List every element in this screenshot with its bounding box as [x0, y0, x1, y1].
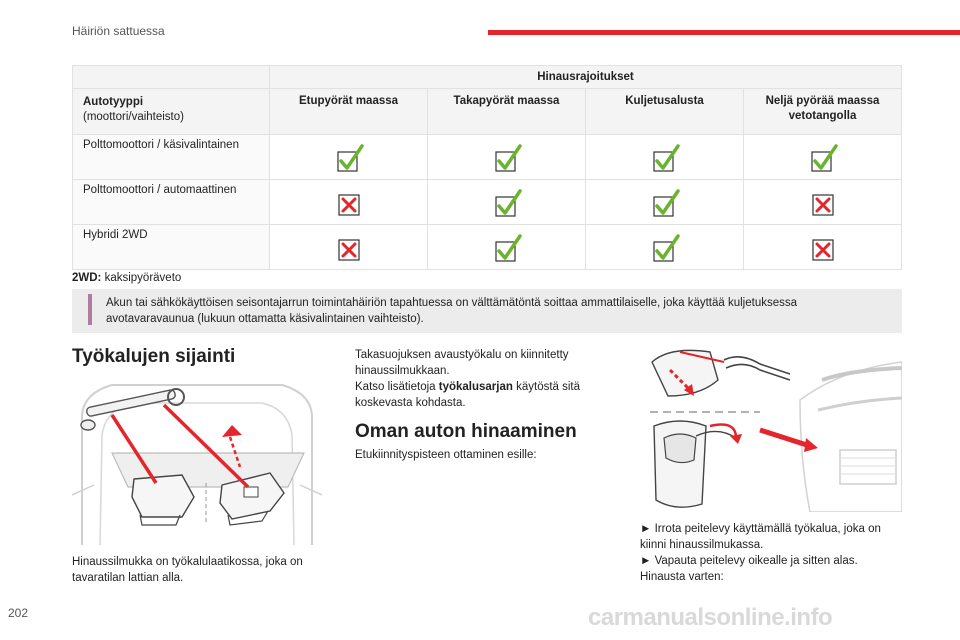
cell-mark	[270, 180, 428, 225]
table-row	[73, 225, 902, 270]
cell-mark	[744, 225, 902, 270]
steps-block	[640, 521, 902, 585]
cell-mark	[428, 135, 586, 180]
info-note-box	[72, 289, 902, 333]
table-group-header: Hinausrajoitukset	[270, 66, 902, 89]
own-car-section-title: Oman auton hinaaminen	[355, 421, 577, 442]
row-header-title: Autotyyppi	[83, 96, 144, 108]
cell-mark	[428, 180, 586, 225]
trunk-tools-illustration	[72, 375, 322, 550]
cell-mark	[586, 180, 744, 225]
cell-mark	[428, 225, 586, 270]
middle-line-2-post: käytöstä sitä koskevasta kohdasta.	[355, 381, 581, 409]
row-label: Polttomoottori / automaattinen	[73, 180, 270, 225]
section-title: Häiriön sattuessa	[72, 24, 165, 38]
footnote-2wd	[72, 272, 181, 284]
cell-mark	[586, 225, 744, 270]
tool-kit-term: työkalusarjan	[438, 381, 513, 393]
cell-mark	[270, 135, 428, 180]
table-row	[73, 135, 902, 180]
row-header-subtitle: (moottori/vaihteisto)	[83, 111, 184, 123]
cell-mark	[270, 225, 428, 270]
cell-mark	[744, 135, 902, 180]
middle-line-2-pre: Katso lisätietoja	[355, 381, 439, 393]
footnote-term: 2WD:	[72, 272, 102, 284]
row-label: Hybridi 2WD	[73, 225, 270, 270]
tools-caption: Hinaussilmukka on työkalulaatikossa, joka on tavaratilan lattian alla.	[72, 556, 303, 584]
info-note-text: Akun tai sähkökäyttöisen seisontajarrun toimintahäiriön tapahtuessa on välttämätöntä soittaa ammattilaiselle, joka käyttää kuljetuksessa avotavaravaunua (lukuun ottamatta käsivalintainen vaihteisto).	[106, 297, 798, 325]
cross-icon	[332, 209, 366, 221]
column-header: Takapyörät maassa	[428, 89, 586, 135]
table-corner	[73, 66, 270, 89]
own-car-intro: Etukiinnityspisteen ottaminen esille:	[355, 449, 537, 461]
info-icon-bar	[88, 297, 92, 325]
cell-mark	[586, 135, 744, 180]
check-icon	[490, 164, 524, 176]
cover-release-icon	[654, 421, 736, 507]
header-accent-bar	[488, 30, 960, 35]
front-towing-cover-illustration	[640, 340, 902, 512]
footnote-text: kaksipyöräveto	[101, 272, 182, 284]
page-number: 202	[8, 606, 29, 620]
check-icon	[648, 254, 682, 266]
tools-section-title: Työkalujen sijainti	[72, 346, 236, 367]
table-row	[73, 180, 902, 225]
column-header: Neljä pyörää maassa vetotangolla	[744, 89, 902, 135]
cell-mark	[744, 180, 902, 225]
watermark: carmanualsonline.info	[588, 604, 833, 631]
step-2: ► Vapauta peitelevy oikealle ja sitten alas.	[640, 555, 858, 567]
cross-icon	[332, 254, 366, 266]
check-icon	[648, 209, 682, 221]
check-icon	[490, 209, 524, 221]
step-1: ► Irrota peitelevy käyttämällä työkalua, joka on kiinni hinaussilmukassa.	[640, 523, 881, 551]
tool-box-icon	[132, 475, 194, 525]
check-icon	[648, 164, 682, 176]
middle-line-1: Takasuojuksen avaustyökalu on kiinnitetty hinaussilmukkaan.	[355, 349, 569, 377]
removal-tool-icon	[724, 357, 790, 380]
check-icon	[490, 254, 524, 266]
cross-icon	[806, 209, 840, 221]
row-label: Polttomoottori / käsivalintainen	[73, 135, 270, 180]
check-icon	[806, 164, 840, 176]
check-icon	[332, 164, 366, 176]
towing-restrictions-table	[72, 65, 902, 270]
cover-plate-icon	[652, 350, 718, 396]
middle-paragraph	[355, 347, 605, 411]
column-header: Etupyörät maassa	[270, 89, 428, 135]
cross-icon	[806, 254, 840, 266]
row-header-title-cell	[73, 89, 270, 135]
step-3: Hinausta varten:	[640, 571, 724, 583]
middle-line-2	[355, 379, 605, 411]
column-header: Kuljetusalusta	[586, 89, 744, 135]
